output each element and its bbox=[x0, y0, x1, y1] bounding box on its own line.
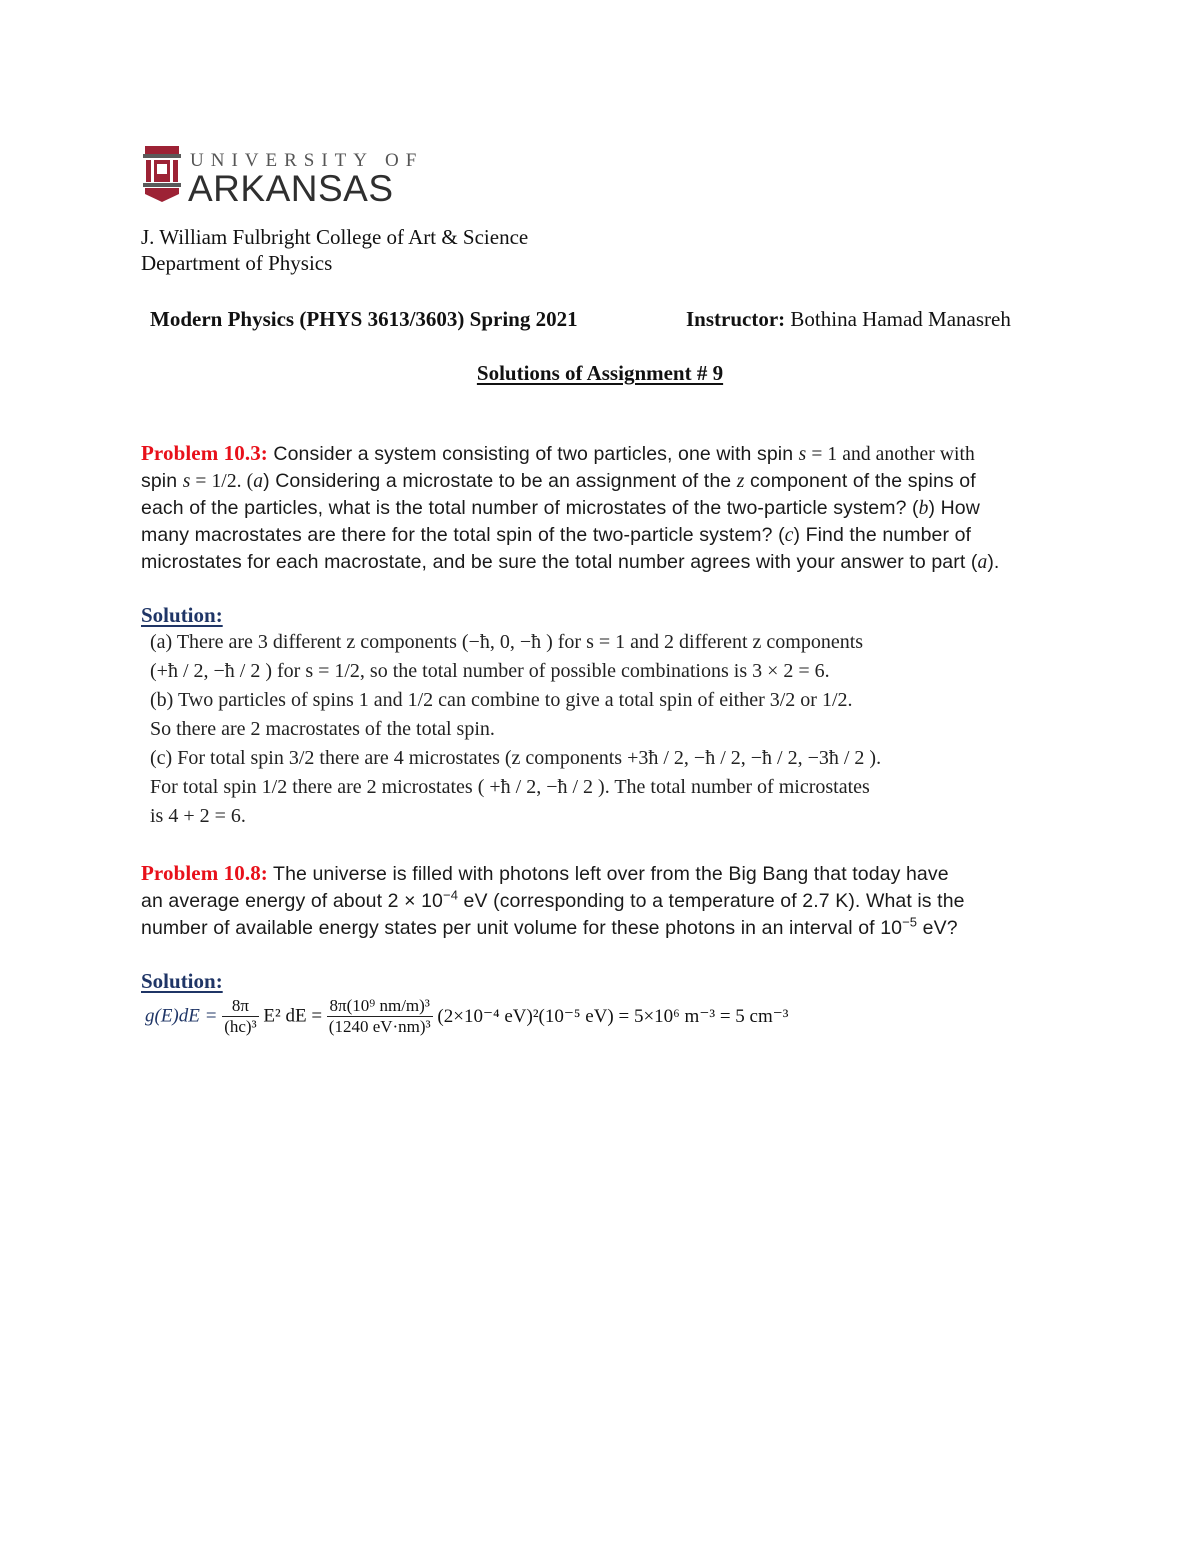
problem-10-8: Problem 10.8: The universe is filled with photons left over from the Big Bang that today have an average energy of about $2 \times 10^{-4}$ eV (corresponding to a temperature of 2.7 K). What is the number of available energy states per unit volume for these photons in an interval of $10^{-5}$ eV? bbox=[141, 861, 965, 939]
solution-10-3 bbox=[150, 628, 881, 831]
document-title: Solutions of Assignment # 9 bbox=[476, 361, 724, 385]
fraction: $\frac{\text{8π(10⁹ nm/m)³}}{\text{(1240 eV·nm)³}}$ bbox=[328, 996, 431, 1036]
problem-10-3: Problem 10.3: Consider a system consisting of two particles, one with spin s = 1 and another with spin s = 1/2. (a) Considering a microstate to be an assignment of the z component of the spins of each of the particles, what is the total number of microstates of the two-particle system? (b) How many macrostates are there for the total spin of the two-particle system? (c) Find the number of microstates for each macrostate, and be sure the total number agrees with your answer to part (a). bbox=[141, 441, 1000, 573]
solution-line: (c) For total spin 3/2 there are 4 microstates (z components +3ħ / 2, −ħ / 2, −ħ / 2, −3ħ / 2 ). bbox=[150, 747, 882, 769]
college-name: J. William Fulbright College of Art & Science bbox=[141, 225, 529, 249]
logo-university-of-text: UNIVERSITY OF bbox=[190, 150, 424, 171]
solution-label: Solution: bbox=[141, 969, 223, 993]
solution-line: (+ħ / 2, −ħ / 2 ) for s = 1/2, so the total number of possible combinations is 3 × 2 = 6. bbox=[150, 660, 830, 682]
formula bbox=[145, 996, 788, 1037]
instructor-line bbox=[686, 306, 1011, 333]
solution-label: Solution: bbox=[141, 603, 223, 627]
solution-line: So there are 2 macrostates of the total spin. bbox=[150, 718, 495, 740]
formula-rhs: (2×10⁻⁴ eV)²(10⁻⁵ eV) = 5×10⁶ m⁻³ = 5 cm⁻³ bbox=[437, 1006, 789, 1027]
solution-line: is 4 + 2 = 6. bbox=[150, 805, 246, 827]
solution-line: (b) Two particles of spins 1 and 1/2 can combine to give a total spin of either 3/2 or 1/2. bbox=[150, 689, 853, 711]
fraction: $\frac{8\pi}{\text{(hc)³}}$ bbox=[224, 996, 257, 1036]
problem-label: Problem 10.3: bbox=[141, 441, 268, 465]
problem-label: Problem 10.8: bbox=[141, 861, 268, 885]
university-seal-icon bbox=[141, 146, 183, 202]
instructor-label: Instructor: bbox=[686, 307, 786, 331]
solution-line: For total spin 1/2 there are 2 microstates ( +ħ / 2, −ħ / 2 ). The total number of microstates bbox=[150, 776, 870, 798]
formula-lhs: g(E)dE = bbox=[145, 1005, 218, 1027]
logo-arkansas-text: ARKANSAS bbox=[188, 168, 394, 209]
department-name: Department of Physics bbox=[141, 251, 333, 275]
formula-mid: E² dE = bbox=[263, 1005, 323, 1027]
course-title: Modern Physics (PHYS 3613/3603) Spring 2021 bbox=[150, 307, 578, 331]
solution-line: (a) There are 3 different z components (−ħ, 0, −ħ ) for s = 1 and 2 different z components bbox=[150, 631, 864, 653]
instructor-name: Bothina Hamad Manasreh bbox=[790, 307, 1011, 331]
